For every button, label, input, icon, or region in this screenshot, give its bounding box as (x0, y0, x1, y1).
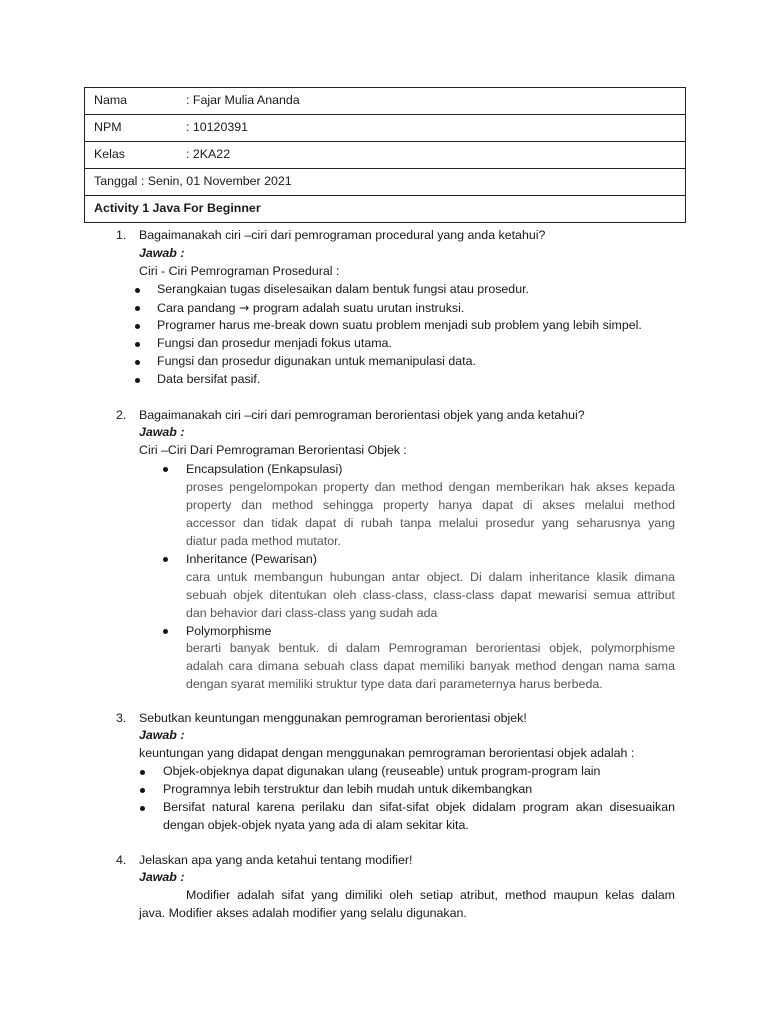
row-npm (85, 114, 685, 141)
poly-line-3: dengan syarat memiliki struktur type data dari parameternya harus berbeda. (186, 677, 603, 691)
poly-line-2: adalah cara dimana sebuah class dapat memiliki banyak method dengan nama sama (186, 659, 675, 673)
enc-line-1: proses pengelompokan property dan method dengan memberikan hak akses kepada (186, 480, 675, 494)
q3-jawab: Jawab : (139, 728, 185, 742)
bullet-icon (135, 378, 140, 383)
bullet-icon (135, 288, 140, 293)
q4-para-line-1: Modifier adalah sifat yang dimiliki oleh setiap atribut, method maupun kelas dalam (186, 888, 675, 902)
enc-line-2: property dan method sehingga property hanya dapat di akses melalui method (186, 498, 675, 512)
q1-item-2-start: Cara pandang (157, 301, 236, 315)
q4-number: 4. (116, 853, 127, 867)
arrow-right-icon: → (239, 300, 250, 315)
q1-item-5: Fungsi dan prosedur digunakan untuk memanipulasi data. (157, 354, 476, 368)
q1-item-3: Programer harus me-break down suatu problem menjadi sub problem yang lebih simpel. (157, 318, 642, 332)
enc-line-3: accessor dan tidak dapat di rubah tanpa melalui prosedur yang seharusnya yang (186, 516, 675, 530)
inheritance-title: Inheritance (Pewarisan) (186, 552, 317, 566)
q3-number: 3. (116, 711, 127, 725)
polymorphisme-title: Polymorphisme (186, 624, 272, 638)
q1-question: Bagaimanakah ciri –ciri dari pemrograman procedural yang anda ketahui? (139, 228, 546, 242)
q4-para-line-2: java. Modifier akses adalah modifier yang selalu digunakan. (139, 906, 467, 920)
q2-jawab: Jawab : (139, 425, 185, 439)
bullet-icon (163, 629, 168, 634)
npm-value: : 10120391 (186, 120, 249, 134)
enc-line-4: diatur pada method mutator. (186, 534, 341, 548)
q2-number: 2. (116, 408, 127, 422)
q3-question: Sebutkan keuntungan menggunakan pemrograman berorientasi objek! (139, 711, 527, 725)
kelas-label: Kelas (94, 147, 125, 161)
inh-line-3: dan behavior dari class-class yang sudah ada (186, 606, 438, 620)
inh-line-1: cara untuk membangun hubungan antar object. Di dalam inheritance klasik dimana (186, 570, 675, 584)
bullet-icon (140, 770, 145, 775)
bullet-icon (135, 360, 140, 365)
q1-item-2-end: program adalah suatu urutan instruksi. (252, 301, 465, 315)
row-activity (85, 195, 685, 222)
kelas-value: : 2KA22 (186, 147, 231, 161)
row-tanggal (85, 168, 685, 195)
nama-value: : Fajar Mulia Ananda (186, 93, 300, 107)
q1-jawab: Jawab : (139, 246, 185, 260)
q3-item-1: Objek-objeknya dapat digunakan ulang (reuseable) untuk program-program lain (163, 764, 601, 778)
tanggal-text: Tanggal : Senin, 01 November 2021 (94, 174, 292, 188)
q3-intro: keuntungan yang didapat dengan menggunakan pemrograman berorientasi objek adalah : (139, 746, 635, 760)
row-nama (85, 88, 685, 114)
npm-label: NPM (94, 120, 122, 134)
q1-item-4: Fungsi dan prosedur menjadi fokus utama. (157, 336, 392, 350)
q1-item-6: Data bersifat pasif. (157, 372, 261, 386)
bullet-icon (140, 806, 145, 811)
q3-item-3: Bersifat natural karena perilaku dan sifat-sifat objek didalam program akan disesuaikan (163, 800, 675, 814)
q1-number: 1. (116, 228, 127, 242)
bullet-icon (135, 342, 140, 347)
row-kelas (85, 141, 685, 168)
bullet-icon (163, 557, 168, 562)
inh-line-2: sebuah objek ditentukan oleh class-class, class-class dapat mewarisi semua attribut (186, 588, 675, 602)
q1-item-1: Serangkaian tugas diselesaikan dalam bentuk fungsi atau prosedur. (157, 282, 529, 296)
nama-label: Nama (94, 93, 128, 107)
identity-table (84, 87, 686, 223)
q4-question: Jelaskan apa yang anda ketahui tentang modifier! (139, 853, 413, 867)
bullet-icon (163, 467, 168, 472)
bullet-icon (140, 788, 145, 793)
q2-subtitle: Ciri –Ciri Dari Pemrograman Berorientasi Objek : (139, 443, 407, 457)
encapsulation-title: Encapsulation (Enkapsulasi) (186, 462, 343, 476)
q3-item-2: Programnya lebih terstruktur dan lebih mudah untuk dikembangkan (163, 782, 533, 796)
q2-question: Bagaimanakah ciri –ciri dari pemrograman berorientasi objek yang anda ketahui? (139, 408, 585, 422)
poly-line-1: berarti banyak bentuk. di dalam Pemrograman berorientasi objek, polymorphisme (186, 641, 675, 655)
q1-subtitle: Ciri - Ciri Pemrograman Prosedural : (139, 264, 340, 278)
q4-jawab: Jawab : (139, 870, 185, 884)
bullet-icon (135, 324, 140, 329)
activity-title: Activity 1 Java For Beginner (94, 201, 261, 215)
q1-item-2 (157, 300, 464, 315)
bullet-icon (135, 306, 140, 311)
q3-item-3-cont: dengan objek-objek nyata yang ada di alam sekitar kita. (163, 818, 469, 832)
